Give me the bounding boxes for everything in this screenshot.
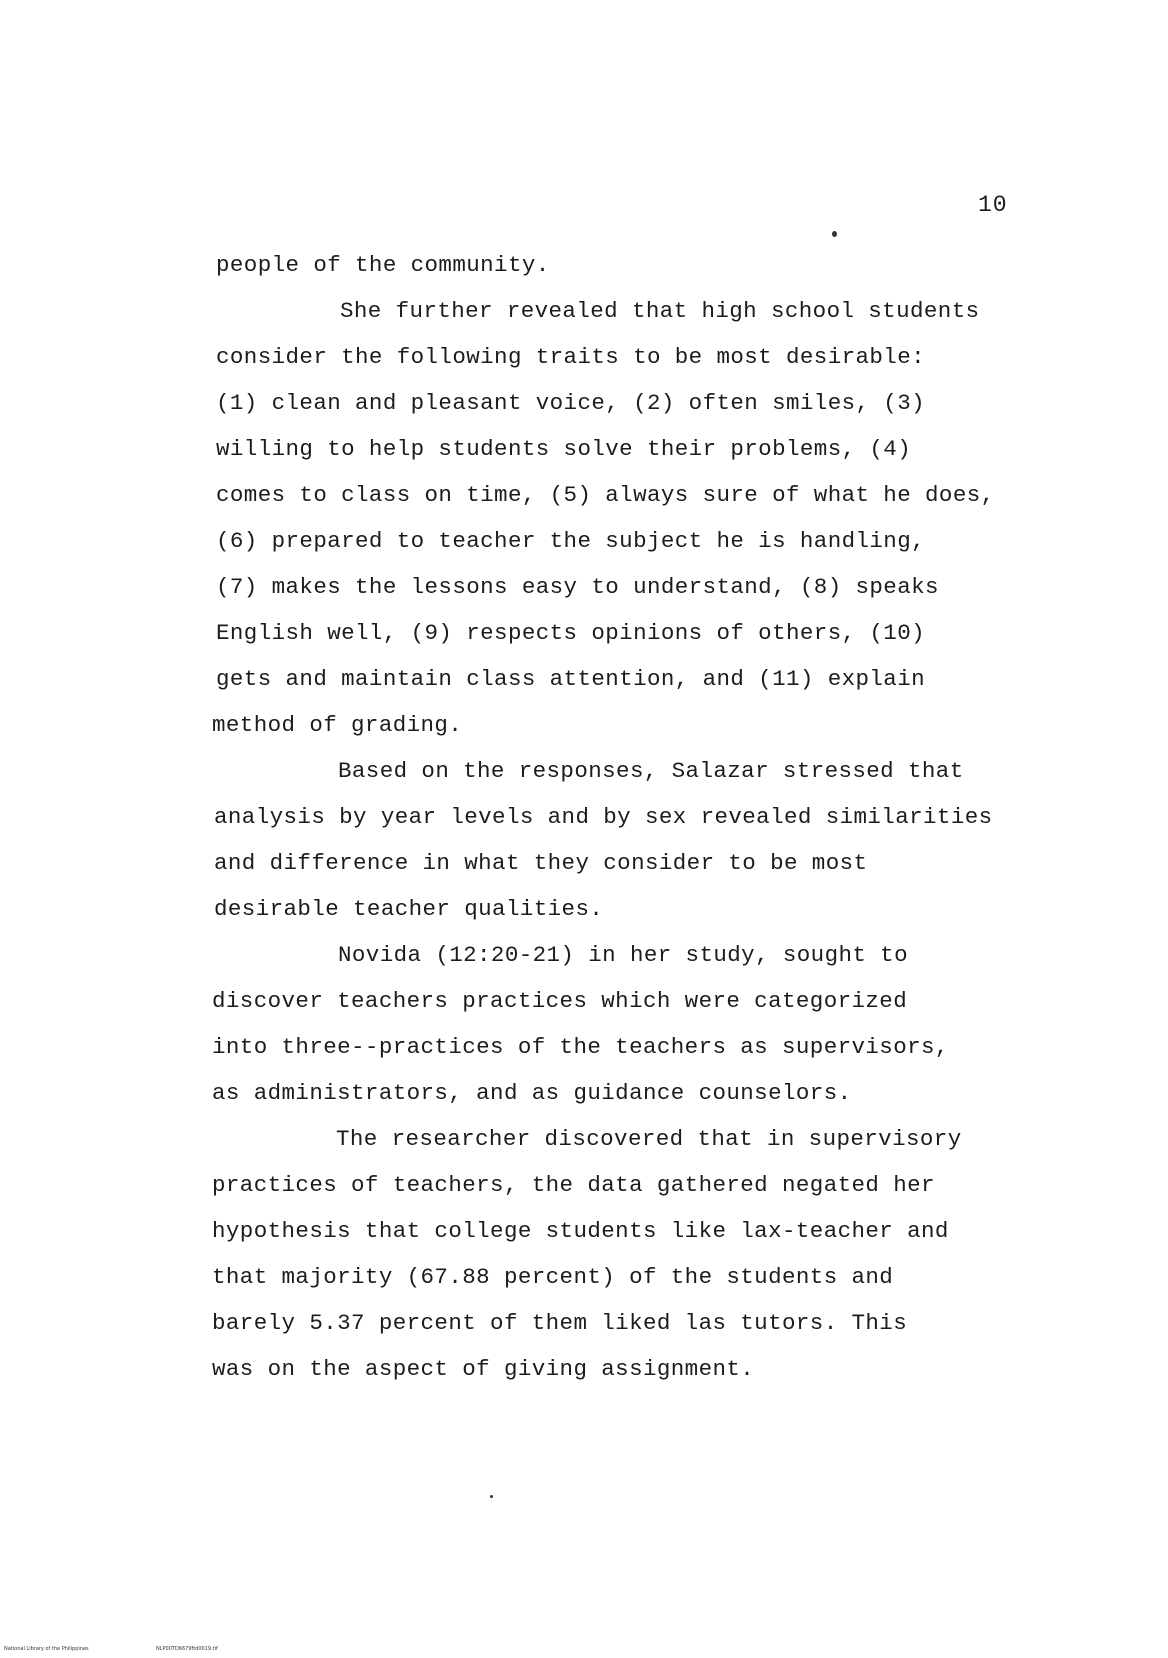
body-line: that majority (67.88 percent) of the students and: [212, 1264, 894, 1290]
body-line: consider the following traits to be most desirable:: [216, 344, 926, 370]
body-line: practices of teachers, the data gathered negated her: [212, 1172, 935, 1198]
body-line: Based on the responses, Salazar stressed that: [338, 758, 964, 784]
body-line: desirable teacher qualities.: [214, 896, 604, 922]
body-line: Novida (12:20-21) in her study, sought to: [338, 942, 908, 968]
ink-speck: [832, 231, 837, 237]
body-line: willing to help students solve their problems, (4): [216, 436, 912, 462]
body-line: (1) clean and pleasant voice, (2) often smiles, (3): [216, 390, 926, 416]
body-line: method of grading.: [212, 712, 463, 738]
body-line: comes to class on time, (5) always sure of what he does,: [216, 482, 995, 508]
ink-speck: [490, 1495, 493, 1498]
body-line: hypothesis that college students like lax-teacher and: [212, 1218, 949, 1244]
body-line: into three--practices of the teachers as supervisors,: [212, 1034, 949, 1060]
body-line: was on the aspect of giving assignment.: [212, 1356, 755, 1382]
body-line: analysis by year levels and by sex revealed similarities: [214, 804, 993, 830]
footer-library-label: National Library of the Philippines: [4, 1646, 89, 1652]
body-line: people of the community.: [216, 252, 550, 278]
page-number: 10: [978, 192, 1008, 218]
body-line: as administrators, and as guidance counselors.: [212, 1080, 852, 1106]
body-line: English well, (9) respects opinions of others, (10): [216, 620, 926, 646]
body-line: barely 5.37 percent of them liked las tutors. This: [212, 1310, 908, 1336]
body-line: She further revealed that high school students: [340, 298, 980, 324]
body-line: The researcher discovered that in supervisory: [336, 1126, 962, 1152]
body-line: discover teachers practices which were categorized: [212, 988, 908, 1014]
body-line: (7) makes the lessons easy to understand, (8) speaks: [216, 574, 939, 600]
body-line: and difference in what they consider to be most: [214, 850, 868, 876]
body-line: (6) prepared to teacher the subject he is handling,: [216, 528, 926, 554]
footer-file-label: NLP00TD6679ftd0019.tif: [156, 1646, 218, 1652]
body-line: gets and maintain class attention, and (11) explain: [216, 666, 926, 692]
